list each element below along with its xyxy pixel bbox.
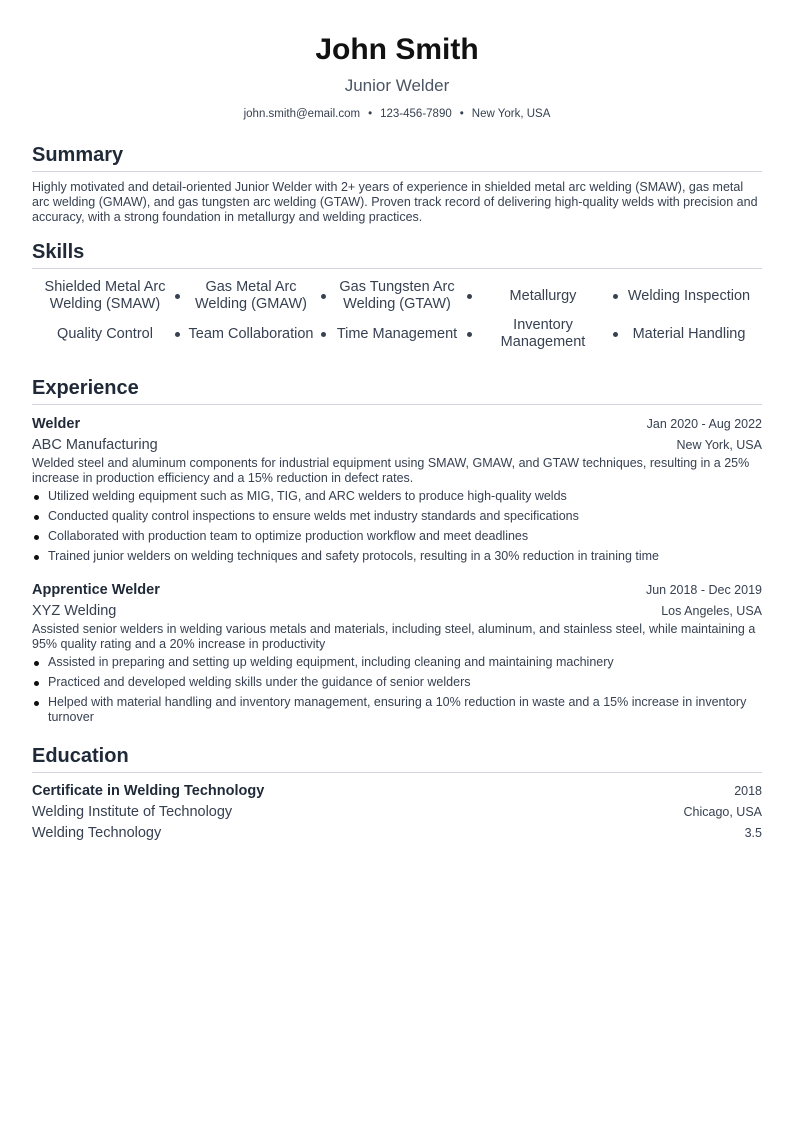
skill-label: Gas Metal Arc Welding (GMAW): [195, 279, 307, 312]
edu-year: 2018: [734, 784, 762, 798]
experience-heading: Experience: [32, 377, 139, 399]
contact-phone[interactable]: 123-456-7890: [380, 108, 452, 120]
skill-item: [470, 277, 616, 315]
bullet-text: Utilized welding equipment such as MIG, TIG, and ARC welders to produce high-quality welds: [48, 489, 567, 503]
job-bullets: [32, 655, 762, 725]
bullet-dot-icon: [34, 681, 39, 686]
bullet-dot-icon: [467, 332, 472, 337]
section-divider: [32, 268, 762, 269]
skill-item: [616, 315, 762, 353]
bullet-text: Helped with material handling and inventory management, ensuring a 10% reduction in waste and a 15% increase in inventory turnover: [48, 695, 747, 724]
summary-text: Highly motivated and detail-oriented Junior Welder with 2+ years of experience in shielded metal arc welding (SMAW), gas metal arc welding (GMAW), and gas tungsten arc welding (GTAW). Proven track record of delivering high-quality welds with precision and accuracy, with a strong foundation in metallurgy and welding practices.: [32, 180, 758, 224]
edu-degree: Certificate in Welding Technology: [32, 783, 265, 799]
job-location: New York, USA: [676, 438, 762, 452]
skill-label: Inventory Management: [500, 317, 586, 350]
bullet-text: Assisted in preparing and setting up welding equipment, including cleaning and maintaining machinery: [48, 655, 614, 669]
bullet-dot-icon: [175, 294, 180, 299]
skill-item: [32, 315, 178, 353]
contact-line: [32, 106, 762, 122]
bullet-dot-icon: [34, 555, 39, 560]
skill-label: Shielded Metal Arc Welding (SMAW): [44, 279, 166, 312]
skill-item: [178, 315, 324, 353]
skills-section: [32, 239, 762, 353]
job-bullets: [32, 489, 762, 564]
job-dates: Jan 2020 - Aug 2022: [646, 417, 762, 431]
bullet-dot-icon: [613, 294, 618, 299]
list-item: [32, 675, 762, 690]
edu-degree-row: [32, 781, 762, 802]
skill-item: [616, 277, 762, 315]
job-company-row: [32, 600, 762, 621]
edu-school: Welding Institute of Technology: [32, 804, 233, 820]
job-location: Los Angeles, USA: [661, 604, 762, 618]
job-company: XYZ Welding: [32, 603, 117, 619]
contact-separator: •: [368, 108, 373, 120]
skill-item: [32, 277, 178, 315]
bullet-text: Conducted quality control inspections to ensure welds met industry standards and specifications: [48, 509, 579, 523]
bullet-dot-icon: [34, 495, 39, 500]
job-description: Welded steel and aluminum components for industrial equipment using SMAW, GMAW, and GTAW techniques, resulting in a 25% increase in production efficiency and a 15% reduction in defect rates.: [32, 456, 750, 485]
edu-field-row: [32, 823, 762, 844]
resume-header: [32, 0, 762, 122]
skill-item: [324, 315, 470, 353]
skill-label: Material Handling: [632, 325, 746, 342]
skill-label: Team Collaboration: [188, 325, 314, 342]
education-heading: Education: [32, 745, 129, 767]
job-title: Apprentice Welder: [32, 582, 160, 598]
list-item: [32, 695, 762, 725]
job-header-row: [32, 414, 762, 434]
skill-item: [324, 277, 470, 315]
edu-location: Chicago, USA: [683, 805, 762, 819]
job-company-row: [32, 434, 762, 455]
bullet-dot-icon: [613, 332, 618, 337]
experience-section: [32, 375, 762, 725]
education-section: [32, 743, 762, 844]
contact-location: New York, USA: [471, 108, 551, 120]
bullet-dot-icon: [34, 701, 39, 706]
job-dates: Jun 2018 - Dec 2019: [645, 583, 762, 597]
section-divider: [32, 404, 762, 405]
contact-email[interactable]: john.smith@email.com: [243, 108, 361, 120]
bullet-text: Practiced and developed welding skills under the guidance of senior welders: [48, 675, 471, 689]
job-header-row: [32, 580, 762, 600]
job-description: Assisted senior welders in welding various metals and materials, including steel, aluminum, and stainless steel, while maintaining a 95% quality rating and a 20% increase in productivity: [32, 622, 756, 651]
skill-label: Metallurgy: [509, 287, 577, 304]
bullet-text: Collaborated with production team to optimize production workflow and meet deadlines: [48, 529, 529, 543]
contact-separator: •: [459, 108, 464, 120]
section-divider: [32, 772, 762, 773]
bullet-dot-icon: [34, 515, 39, 520]
job-company: ABC Manufacturing: [32, 437, 158, 453]
skill-label: Gas Tungsten Arc Welding (GTAW): [339, 279, 455, 312]
list-item: [32, 529, 762, 544]
edu-school-row: [32, 802, 762, 823]
job-entry: [32, 414, 762, 564]
edu-field: Welding Technology: [32, 825, 162, 841]
education-entry: [32, 781, 762, 844]
bullet-dot-icon: [34, 661, 39, 666]
list-item: [32, 509, 762, 524]
list-item: [32, 489, 762, 504]
skill-item: [470, 315, 616, 353]
skills-grid: [32, 277, 762, 353]
list-item: [32, 549, 762, 564]
bullet-dot-icon: [321, 332, 326, 337]
summary-section: [32, 142, 762, 225]
bullet-dot-icon: [34, 535, 39, 540]
skill-item: [178, 277, 324, 315]
bullet-text: Trained junior welders on welding techniques and safety protocols, resulting in a 30% reduction in training time: [48, 549, 659, 563]
edu-gpa: 3.5: [744, 826, 762, 840]
skill-label: Welding Inspection: [627, 287, 751, 304]
bullet-dot-icon: [467, 294, 472, 299]
candidate-title: Junior Welder: [344, 76, 450, 95]
bullet-dot-icon: [321, 294, 326, 299]
skills-heading: Skills: [32, 241, 85, 263]
candidate-name: John Smith: [315, 33, 479, 66]
job-entry: [32, 580, 762, 725]
skill-label: Time Management: [336, 325, 458, 342]
resume-page: [32, 0, 762, 844]
skill-label: Quality Control: [57, 325, 153, 342]
bullet-dot-icon: [175, 332, 180, 337]
job-title: Welder: [32, 416, 81, 432]
summary-heading: Summary: [32, 144, 124, 166]
list-item: [32, 655, 762, 670]
section-divider: [32, 171, 762, 172]
